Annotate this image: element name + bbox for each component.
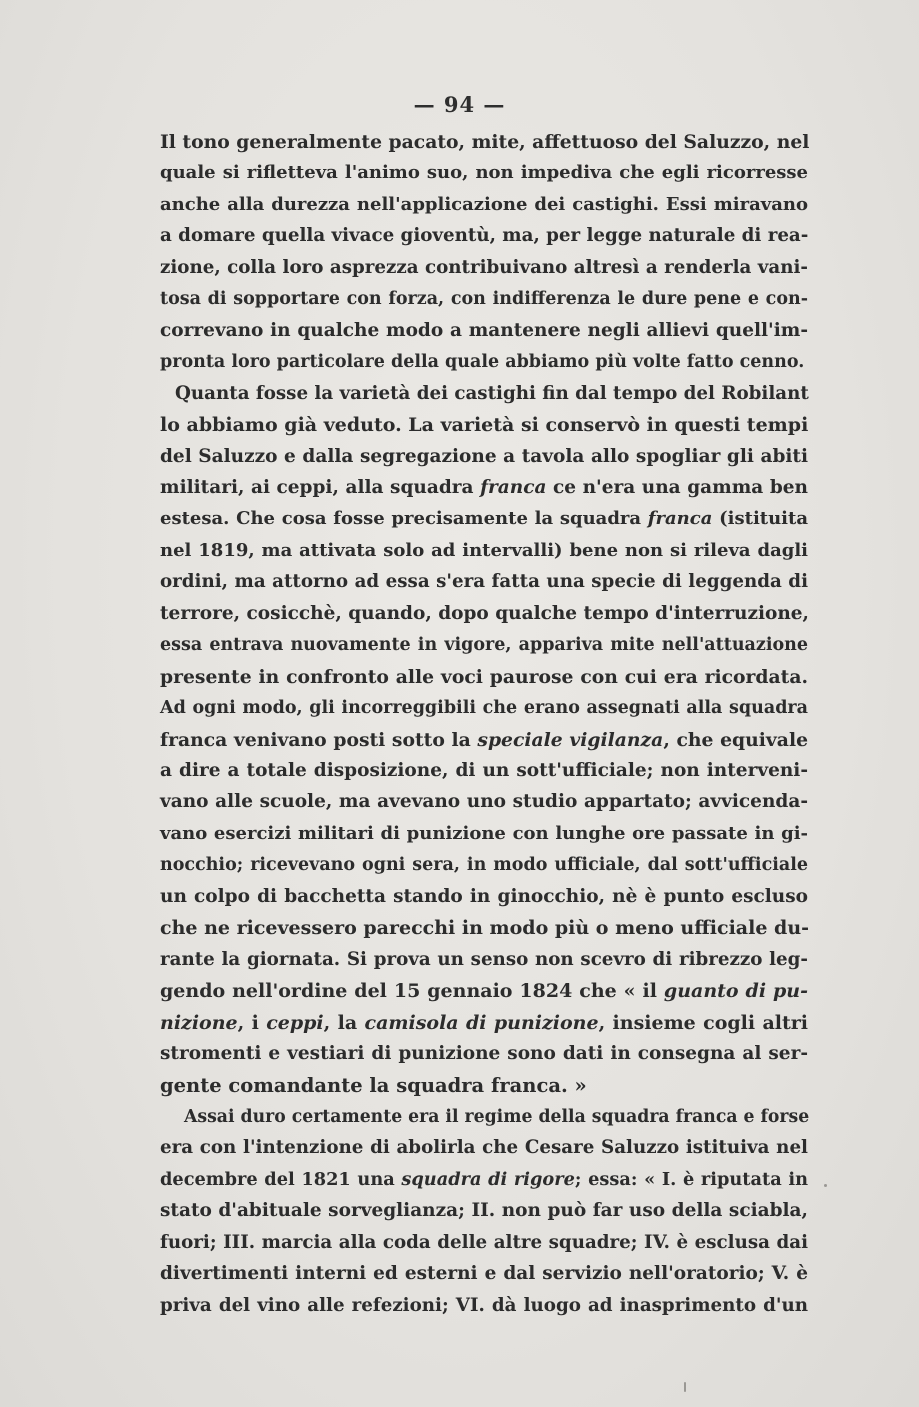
text-run: un colpo di bacchetta stando in ginocchio, nè è punto escluso — [160, 885, 808, 907]
text-run: zione, colla loro asprezza contribuivano altresì a renderla vani- — [160, 256, 808, 278]
italic-text: ceppi — [266, 1011, 324, 1034]
text-line — [160, 284, 808, 314]
text-run: quale si rifletteva l'animo suo, non impediva che egli ricorresse — [160, 162, 808, 184]
text-run: del Saluzzo e dalla segregazione a tavola allo spogliar gli abiti — [160, 445, 808, 467]
text-run: essa entrava nuovamente in vigore, appariva mite nell'attuazione — [160, 635, 808, 656]
text-run: estesa. Che cosa fosse precisamente la squadra — [160, 508, 648, 530]
text-run: ; essa: « I. è riputata in — [574, 1168, 808, 1190]
text-line — [160, 819, 808, 849]
text-line — [160, 536, 808, 566]
text-run: stromenti e vestiari di punizione sono dati in consegna al ser- — [160, 1043, 808, 1065]
text-line — [160, 630, 808, 660]
text-line — [160, 976, 808, 1006]
text-line — [160, 1291, 808, 1321]
text-line — [160, 1196, 808, 1226]
paper-speck — [684, 1382, 686, 1392]
text-line — [160, 693, 808, 723]
italic-text: nizione — [160, 1011, 238, 1034]
text-run: militari, ai ceppi, alla squadra — [160, 476, 481, 498]
italic-text: speciale vigilanza — [477, 728, 664, 751]
text-run: decembre del 1821 una — [160, 1168, 402, 1190]
text-run: che ne ricevessero parecchi in modo più o meno ufficiale du- — [160, 917, 810, 940]
text-run: era con l'intenzione di abolirla che Cesare Saluzzo istituiva nel — [160, 1137, 808, 1159]
text-line — [160, 316, 808, 346]
paper-speck — [824, 1184, 827, 1187]
text-line — [160, 787, 808, 817]
text-run: correvano in qualche modo a mantenere negli allievi quell'im- — [160, 319, 808, 341]
italic-text: franca — [480, 476, 547, 498]
text-line — [160, 1228, 808, 1258]
text-run: Assai duro certamente era il regime della squadra franca e forse — [184, 1106, 810, 1127]
text-run: , la — [323, 1011, 365, 1034]
text-run: , che equivale — [663, 728, 809, 751]
text-line — [175, 379, 808, 409]
text-line — [160, 410, 808, 440]
text-line — [160, 473, 808, 503]
text-run: vano esercizi militari di punizione con lunghe ore passate in gi- — [160, 822, 808, 844]
text-line — [160, 253, 808, 283]
italic-text: franca — [647, 508, 713, 530]
text-line — [160, 127, 808, 157]
text-line — [184, 1102, 808, 1132]
text-line — [160, 1259, 808, 1289]
text-line — [160, 1133, 808, 1163]
text-run: terrore, cosicchè, quando, dopo qualche tempo d'interruzione, — [160, 602, 809, 624]
text-line — [160, 1071, 808, 1101]
italic-text: squadra di rigore — [401, 1168, 575, 1190]
text-run: nel 1819, ma attivata solo ad intervalli) bene non si rileva dagli — [160, 539, 808, 561]
text-run: lo abbiamo già veduto. La varietà si conservò in questi tempi — [160, 414, 809, 437]
text-run: vano alle scuole, ma avevano uno studio appartato; avvicenda- — [160, 791, 808, 813]
text-line — [160, 913, 808, 943]
text-run: ce n'era una gamma ben — [546, 476, 808, 498]
text-line — [160, 504, 808, 534]
text-run: nocchio; ricevevano ogni sera, in modo ufficiale, dal sott'ufficiale — [160, 855, 808, 876]
text-line — [160, 158, 808, 188]
text-line — [160, 725, 808, 755]
text-run: (istituita — [712, 508, 808, 530]
text-run: gente comandante la squadra franca. » — [160, 1073, 587, 1097]
text-run: Il tono generalmente pacato, mite, affettuoso del Saluzzo, nel — [160, 131, 810, 153]
text-line — [160, 945, 808, 975]
text-run: stato d'abituale sorveglianza; II. non può far uso della sciabla, — [160, 1200, 808, 1222]
text-run: Quanta fosse la varietà dei castighi fin dal tempo del Robilant — [175, 382, 809, 404]
text-run: rante la giornata. Si prova un senso non scevro di ribrezzo leg- — [160, 948, 808, 970]
text-run: anche alla durezza nell'applicazione dei castighi. Essi miravano — [160, 193, 808, 215]
text-run: franca venivano posti sotto la — [160, 728, 478, 751]
text-run: presente in confronto alle voci paurose con cui era ricordata. — [160, 665, 808, 688]
text-run: ordini, ma attorno ad essa s'era fatta una specie di leggenda di — [160, 571, 808, 593]
text-line — [160, 221, 808, 251]
text-line — [160, 882, 808, 912]
italic-text: guanto di pu- — [663, 980, 808, 1003]
text-line — [160, 567, 808, 597]
text-line — [160, 850, 808, 880]
text-run: a dire a totale disposizione, di un sott'ufficiale; non interveni- — [160, 760, 808, 781]
text-line — [160, 662, 808, 692]
text-run: , insieme cogli altri — [598, 1011, 808, 1034]
page-number: — 94 — — [413, 92, 506, 117]
text-run: divertimenti interni ed esterni e dal servizio nell'oratorio; V. è — [160, 1263, 808, 1285]
text-line — [160, 190, 808, 220]
text-line — [160, 1039, 808, 1069]
text-run: priva del vino alle refezioni; VI. dà luogo ad inasprimento d'un — [160, 1294, 808, 1316]
text-line — [160, 347, 808, 377]
italic-text: camisola di punizione — [364, 1011, 599, 1034]
text-run: , i — [237, 1011, 267, 1034]
text-run: a domare quella vivace gioventù, ma, per legge naturale di rea- — [160, 225, 809, 247]
text-line — [160, 1008, 808, 1038]
text-run: fuori; III. marcia alla coda delle altre squadre; IV. è esclusa dai — [160, 1231, 808, 1253]
text-run: gendo nell'ordine del 15 gennaio 1824 che « il — [160, 980, 664, 1003]
text-line — [160, 1165, 808, 1195]
text-run: pronta loro particolare della quale abbiamo più volte fatto cenno. — [160, 352, 805, 373]
text-line — [160, 756, 808, 786]
text-run: tosa di sopportare con forza, con indifferenza le dure pene e con- — [160, 289, 808, 310]
text-line — [160, 599, 808, 629]
text-line — [160, 442, 808, 472]
text-run: Ad ogni modo, gli incorreggibili che erano assegnati alla squadra — [160, 698, 808, 719]
